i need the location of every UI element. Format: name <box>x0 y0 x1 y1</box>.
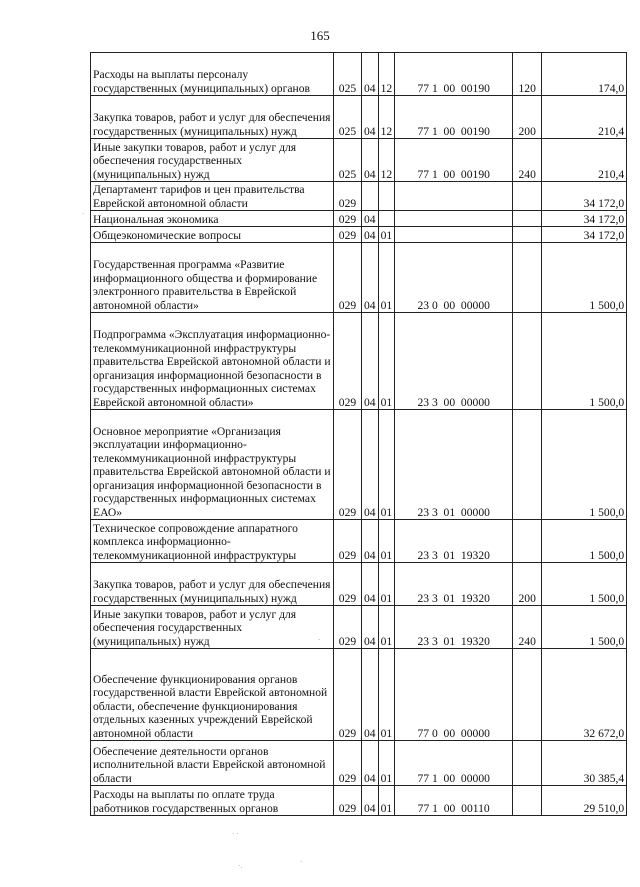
row-subsection-code: 12 <box>378 96 395 139</box>
row-amount: 34 172,0 <box>542 227 627 243</box>
row-section-code: 04 <box>362 649 379 741</box>
row-subsection-code: 01 <box>378 563 395 606</box>
row-amount: 1 500,0 <box>542 606 627 649</box>
row-name: Общеэкономические вопросы <box>91 227 334 243</box>
row-subsection-code: 01 <box>378 520 395 563</box>
row-section-code: 04 <box>362 96 379 139</box>
row-department-code: 025 <box>334 96 362 139</box>
row-target-article-code <box>395 227 513 243</box>
table-row <box>91 606 627 649</box>
row-department-code: 029 <box>334 313 362 410</box>
row-expense-type-code <box>513 410 542 520</box>
row-amount: 210,4 <box>542 96 627 139</box>
row-department-code: 025 <box>334 53 362 96</box>
row-section-code: 04 <box>362 211 379 227</box>
row-expense-type-code <box>513 182 542 211</box>
row-expense-type-code <box>513 211 542 227</box>
row-name: Техническое сопровождение аппаратного комплекса информационно-телекоммуникационной инфраструктуры <box>91 520 334 563</box>
row-name: Департамент тарифов и цен правительства Еврейской автономной области <box>91 182 334 211</box>
row-department-code: 029 <box>334 786 362 816</box>
row-subsection-code: 01 <box>378 649 395 741</box>
row-department-code: 029 <box>334 211 362 227</box>
row-expense-type-code <box>513 227 542 243</box>
row-subsection-code: 01 <box>378 410 395 520</box>
row-target-article-code: 77 1 00 00190 <box>395 96 513 139</box>
row-amount: 32 672,0 <box>542 649 627 741</box>
row-amount: 174,0 <box>542 53 627 96</box>
row-section-code: 04 <box>362 227 379 243</box>
row-amount: 34 172,0 <box>542 211 627 227</box>
row-subsection-code: 01 <box>378 606 395 649</box>
row-subsection-code: 01 <box>378 243 395 313</box>
row-target-article-code: 77 1 00 00110 <box>395 786 513 816</box>
row-target-article-code: 77 1 00 00000 <box>395 741 513 786</box>
row-section-code: 04 <box>362 243 379 313</box>
scan-speck: · · <box>232 830 239 838</box>
table-row <box>91 741 627 786</box>
row-name: Государственная программа «Развитие информационного общества и формирование электронного правительства в Еврейской автономной области» <box>91 243 334 313</box>
row-target-article-code: 23 0 00 00000 <box>395 243 513 313</box>
row-department-code: 029 <box>334 649 362 741</box>
row-department-code: 025 <box>334 139 362 182</box>
row-subsection-code: 12 <box>378 139 395 182</box>
row-name: Подпрограмма «Эксплуатация информационно-телекоммуникационной инфраструктуры правительства Еврейской автономной области и организация информационной безопасности в государственных информационных системах Еврейской автономной области» <box>91 313 334 410</box>
table-row <box>91 182 627 211</box>
row-target-article-code: 77 0 00 00000 <box>395 649 513 741</box>
row-section-code: 04 <box>362 139 379 182</box>
row-name: Иные закупки товаров, работ и услуг для обеспечения государственных (муниципальных) нужд <box>91 606 334 649</box>
row-amount: 1 500,0 <box>542 520 627 563</box>
row-expense-type-code: 200 <box>513 96 542 139</box>
row-section-code: 04 <box>362 313 379 410</box>
row-amount: 34 172,0 <box>542 182 627 211</box>
row-target-article-code: 23 3 00 00000 <box>395 313 513 410</box>
row-name: Национальная экономика <box>91 211 334 227</box>
row-expense-type-code: 240 <box>513 606 542 649</box>
row-name: Обеспечение деятельности органов исполнительной власти Еврейской автономной области <box>91 741 334 786</box>
row-subsection-code: 12 <box>378 53 395 96</box>
row-section-code: 04 <box>362 410 379 520</box>
row-amount: 210,4 <box>542 139 627 182</box>
row-subsection-code: 01 <box>378 313 395 410</box>
table-row <box>91 649 627 741</box>
row-department-code: 029 <box>334 520 362 563</box>
row-expense-type-code <box>513 649 542 741</box>
row-target-article-code: 23 3 01 19320 <box>395 520 513 563</box>
row-section-code <box>362 182 379 211</box>
table-row <box>91 96 627 139</box>
row-target-article-code: 77 1 00 00190 <box>395 53 513 96</box>
table-row <box>91 211 627 227</box>
row-subsection-code: 01 <box>378 786 395 816</box>
row-department-code: 029 <box>334 243 362 313</box>
row-target-article-code <box>395 182 513 211</box>
row-name: Основное мероприятие «Организация эксплуатации информационно-телекоммуникационной инфраструктуры правительства Еврейской автономной области и организация информационной безопасности в государственных информационных системах ЕАО» <box>91 410 334 520</box>
scan-speck: · <box>82 210 85 218</box>
row-name: Расходы на выплаты персоналу государственных (муниципальных) органов <box>91 53 334 96</box>
row-section-code: 04 <box>362 741 379 786</box>
row-name: Иные закупки товаров, работ и услуг для обеспечения государственных (муниципальных) нужд <box>91 139 334 182</box>
table-row <box>91 243 627 313</box>
table-row <box>91 313 627 410</box>
row-name: Закупка товаров, работ и услуг для обеспечения государственных (муниципальных) нужд <box>91 96 334 139</box>
row-target-article-code: 23 3 01 19320 <box>395 563 513 606</box>
row-department-code: 029 <box>334 227 362 243</box>
row-amount: 1 500,0 <box>542 313 627 410</box>
row-expense-type-code <box>513 313 542 410</box>
row-name: Обеспечение функционирования органов государственной власти Еврейской автономной области, обеспечение функционирования отдельных казенных учреждений Еврейской автономной области <box>91 649 334 741</box>
row-target-article-code: 23 3 01 00000 <box>395 410 513 520</box>
table-row <box>91 786 627 816</box>
row-name: Закупка товаров, работ и услуг для обеспечения государственных (муниципальных) нужд <box>91 563 334 606</box>
row-section-code: 04 <box>362 786 379 816</box>
scan-speck: · <box>318 636 321 644</box>
row-department-code: 029 <box>334 741 362 786</box>
row-department-code: 029 <box>334 410 362 520</box>
row-amount: 29 510,0 <box>542 786 627 816</box>
row-target-article-code: 23 3 01 19320 <box>395 606 513 649</box>
row-department-code: 029 <box>334 182 362 211</box>
table-row <box>91 520 627 563</box>
row-section-code: 04 <box>362 563 379 606</box>
row-expense-type-code: 200 <box>513 563 542 606</box>
row-section-code: 04 <box>362 53 379 96</box>
row-subsection-code <box>378 211 395 227</box>
row-section-code: 04 <box>362 520 379 563</box>
row-department-code: 029 <box>334 606 362 649</box>
row-target-article-code <box>395 211 513 227</box>
row-amount: 30 385,4 <box>542 741 627 786</box>
page-number: 165 <box>310 28 330 43</box>
row-amount: 1 500,0 <box>542 410 627 520</box>
scan-speck: ·. <box>238 862 243 870</box>
row-department-code: 029 <box>334 563 362 606</box>
row-target-article-code: 77 1 00 00190 <box>395 139 513 182</box>
row-expense-type-code <box>513 520 542 563</box>
scan-speck: · <box>300 858 303 866</box>
budget-table-body <box>91 53 627 816</box>
table-row <box>91 53 627 96</box>
row-expense-type-code: 240 <box>513 139 542 182</box>
row-amount: 1 500,0 <box>542 563 627 606</box>
table-row <box>91 227 627 243</box>
table-row <box>91 563 627 606</box>
row-expense-type-code: 120 <box>513 53 542 96</box>
row-subsection-code <box>378 182 395 211</box>
row-subsection-code: 01 <box>378 741 395 786</box>
table-row <box>91 410 627 520</box>
row-expense-type-code <box>513 786 542 816</box>
table-row <box>91 139 627 182</box>
row-expense-type-code <box>513 243 542 313</box>
budget-table <box>90 52 627 816</box>
row-section-code: 04 <box>362 606 379 649</box>
row-subsection-code: 01 <box>378 227 395 243</box>
row-name: Расходы на выплаты по оплате труда работников государственных органов <box>91 786 334 816</box>
row-amount: 1 500,0 <box>542 243 627 313</box>
row-expense-type-code <box>513 741 542 786</box>
